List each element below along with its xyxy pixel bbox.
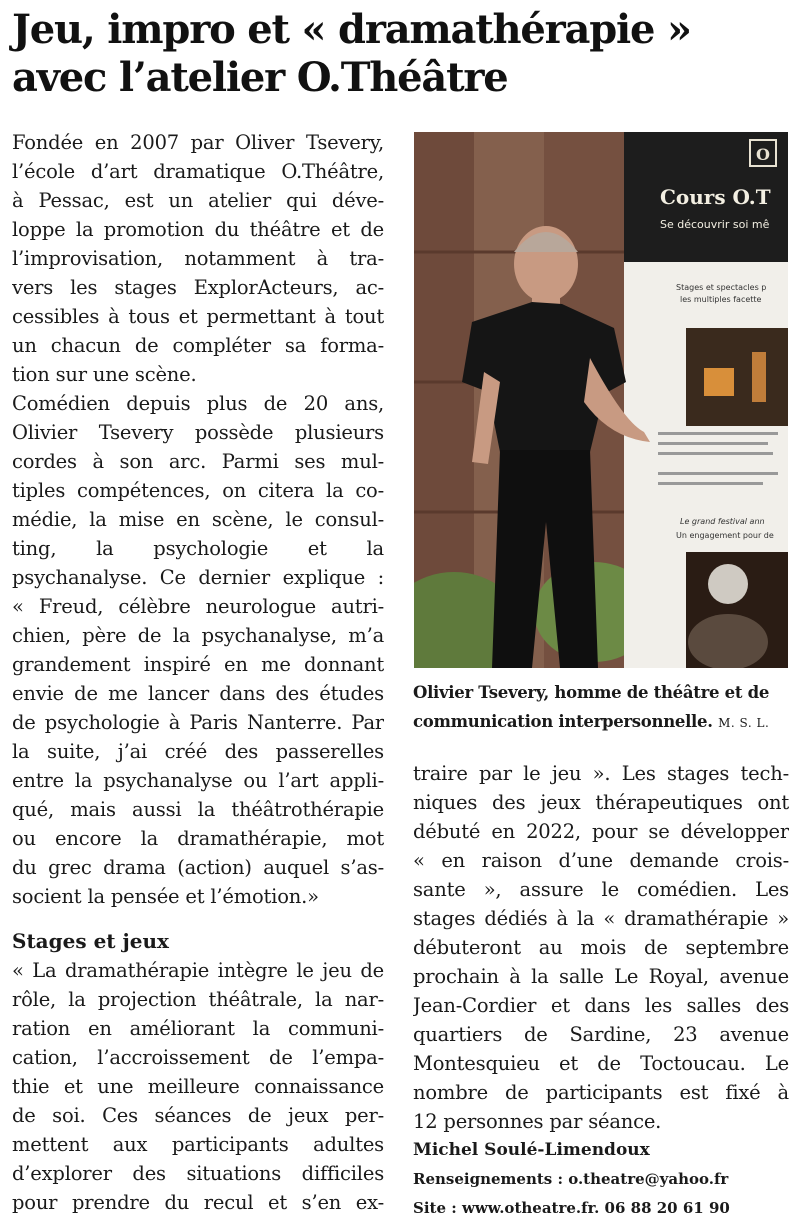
text-line: cessibles à tous et permettant à tout	[12, 305, 384, 328]
headline	[12, 6, 802, 102]
text-line: mettent aux participants adultes	[12, 1133, 384, 1156]
text-line: de psychologie à Paris Nanterre. Par	[12, 711, 384, 734]
text-line: stages dédiés à la « dramathérapie »	[413, 907, 789, 930]
paragraph-3	[12, 956, 384, 1217]
text-line: loppe la promotion du théâtre et de	[12, 218, 384, 241]
text-line: Fondée en 2007 par Oliver Tsevery,	[12, 131, 384, 154]
text-line: « en raison d’une demande crois-	[413, 849, 789, 872]
text-line: ting, la psychologie et la	[12, 537, 384, 560]
text-line: rôle, la projection théâtrale, la nar-	[12, 988, 384, 1011]
text-line: Comédien depuis plus de 20 ans,	[12, 392, 384, 415]
poster-title: Cours O.T	[660, 185, 771, 209]
article-photo	[414, 132, 788, 668]
text-line: vers les stages ExplorActeurs, ac-	[12, 276, 384, 299]
headline-line-2: avec l’atelier O.Théâtre	[12, 54, 508, 101]
text-line: débuté en 2022, pour se développer	[413, 820, 789, 843]
text-line: Jean-Cordier et dans les salles des	[413, 994, 789, 1017]
text-line: de soi. Ces séances de jeux per-	[12, 1104, 384, 1127]
text-line: psychanalyse. Ce dernier explique :	[12, 566, 384, 589]
text-line: niques des jeux thérapeutiques ont	[413, 791, 789, 814]
text-line: ration en améliorant la communi-	[12, 1017, 384, 1040]
text-line: médie, la mise en scène, le consul-	[12, 508, 384, 531]
text-line: quartiers de Sardine, 23 avenue	[413, 1023, 789, 1046]
poster-text-3: Le grand festival ann	[680, 517, 765, 526]
text-line: l’improvisation, notamment à tra-	[12, 247, 384, 270]
photo-illustration	[414, 132, 788, 668]
text-line: thie et une meilleure connaissance	[12, 1075, 384, 1098]
text-line: ou encore la dramathérapie, mot	[12, 827, 384, 850]
paragraph-1	[12, 128, 384, 389]
poster-text-1: Stages et spectacles p	[676, 283, 767, 292]
text-line: l’école d’art dramatique O.Théâtre,	[12, 160, 384, 183]
text-line: Olivier Tsevery possède plusieurs	[12, 421, 384, 444]
text-line: tion sur une scène.	[12, 363, 197, 386]
photo-credit: M. S. L.	[718, 716, 770, 730]
text-line: grandement inspiré en me donnant	[12, 653, 384, 676]
right-column	[413, 759, 789, 1136]
left-column	[12, 128, 384, 1217]
text-line: cordes à son arc. Parmi ses mul-	[12, 450, 384, 473]
author-signature: Michel Soulé-Limendoux	[413, 1140, 650, 1160]
headline-line-1: Jeu, impro et « dramathérapie »	[12, 6, 691, 53]
text-line: Montesquieu et de Toctoucau. Le	[413, 1052, 789, 1075]
text-line: un chacun de compléter sa forma-	[12, 334, 384, 357]
text-line: 12 personnes par séance.	[413, 1110, 662, 1133]
text-line: pour prendre du recul et s’en ex-	[12, 1191, 384, 1214]
text-line: « La dramathérapie intègre le jeu de	[12, 959, 384, 982]
text-line: nombre de participants est fixé à	[413, 1081, 789, 1104]
text-line: du grec drama (action) auquel s’as-	[12, 856, 384, 879]
text-line: cation, l’accroissement de l’empa-	[12, 1046, 384, 1069]
text-line: la suite, j’ai créé des passerelles	[12, 740, 384, 763]
text-line: sante », assure le comédien. Les	[413, 878, 789, 901]
text-line: entre la psychanalyse ou l’art appli-	[12, 769, 384, 792]
text-line: « Freud, célèbre neurologue autri-	[12, 595, 384, 618]
contact-info: Renseignements : o.theatre@yahoo.fr	[413, 1170, 729, 1188]
poster-logo: O	[756, 145, 770, 164]
section-subhead: Stages et jeux	[12, 929, 169, 953]
text-line: tiples compétences, on citera la co-	[12, 479, 384, 502]
text-line: traire par le jeu ». Les stages tech-	[413, 762, 789, 785]
poster-text-2: les multiples facette	[680, 295, 762, 304]
website-info: Site : www.otheatre.fr. 06 88 20 61 90	[413, 1199, 730, 1217]
poster-text-4: Un engagement pour de	[676, 531, 774, 540]
text-line: prochain à la salle Le Royal, avenue	[413, 965, 789, 988]
poster-subtitle: Se découvrir soi mê	[660, 218, 770, 231]
text-line: débuteront au mois de septembre	[413, 936, 789, 959]
photo-caption	[413, 678, 789, 738]
text-line: chien, père de la psychanalyse, m’a	[12, 624, 384, 647]
caption-text: Olivier Tsevery, homme de théâtre et de communication interpersonnelle.	[413, 683, 770, 731]
text-line: qué, mais aussi la théâtrothérapie	[12, 798, 384, 821]
text-line: socient la pensée et l’émotion.»	[12, 885, 319, 908]
text-line: d’explorer des situations difficiles	[12, 1162, 384, 1185]
text-line: à Pessac, est un atelier qui déve-	[12, 189, 384, 212]
text-line: envie de me lancer dans des études	[12, 682, 384, 705]
paragraph-2	[12, 389, 384, 911]
